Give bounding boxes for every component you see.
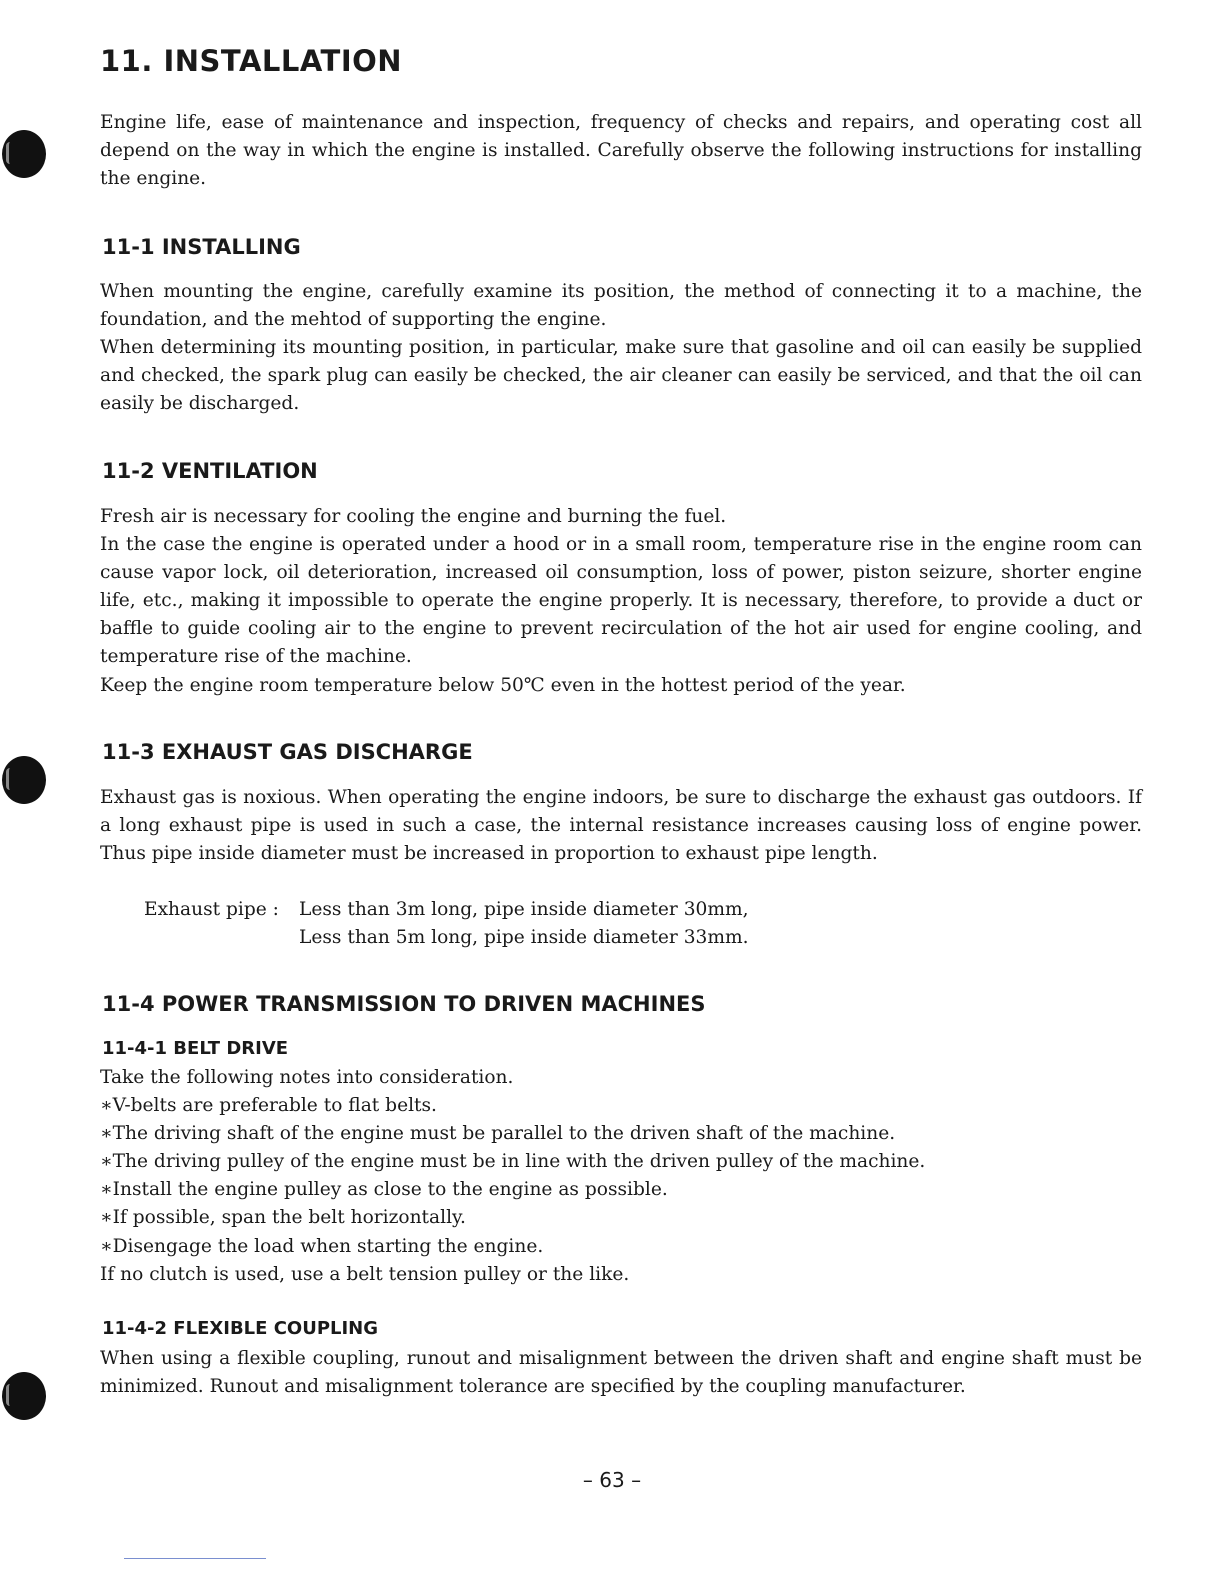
subsection-heading-belt-drive: 11-4-1 BELT DRIVE <box>102 1038 289 1059</box>
paragraph: When determining its mounting position, in particular, make sure that gasoline and oil can easily be supplied and checked, the spark plug can easily be checked, the air cleaner can easily be serviced, and that the oil can easily be discharged. <box>100 337 1142 415</box>
paragraph: Fresh air is necessary for cooling the engine and burning the fuel. <box>100 506 727 527</box>
list-item: ∗Install the engine pulley as close to the engine as possible. <box>100 1179 668 1201</box>
spec-label: Exhaust pipe : <box>144 899 279 920</box>
list-item: ∗If possible, span the belt horizontally. <box>100 1207 466 1229</box>
paragraph: Exhaust gas is noxious. When operating the engine indoors, be sure to discharge the exhaust gas outdoors. If a long exhaust pipe is used in such a case, the internal resistance increases causing loss of engine power. Thus pipe inside diameter must be increased in proportion to exhaust pipe length. <box>100 787 1142 865</box>
exhaust-pipe-spec <box>144 896 749 952</box>
paragraph: If no clutch is used, use a belt tension pulley or the like. <box>100 1263 630 1285</box>
binder-hole-1 <box>2 130 46 178</box>
list-item: ∗Disengage the load when starting the engine. <box>100 1235 544 1257</box>
spec-row <box>144 924 749 952</box>
spec-value: Less than 5m long, pipe inside diameter 33mm. <box>299 927 749 949</box>
flexible-coupling-body: When using a flexible coupling, runout and misalignment between the driven shaft and engine shaft must be minimized. Runout and misalignment tolerance are specified by the coupling manufacturer. <box>100 1348 1142 1398</box>
spec-label-spacer <box>144 924 299 952</box>
spec-row <box>144 896 749 924</box>
intro-paragraph: Engine life, ease of maintenance and inspection, frequency of checks and repairs, and operating cost all depend on the way in which the engine is installed. Carefully observe the following instructions for installing the engine. <box>100 112 1142 190</box>
section-installing-body <box>100 278 1142 418</box>
paragraph: In the case the engine is operated under a hood or in a small room, temperature rise in the engine room can cause vapor lock, oil deterioration, increased oil consumption, loss of power, piston seizure, shorter engine life, etc., making it impossible to operate the engine properly. It is necessary, therefore, to provide a duct or baffle to guide cooling air to the engine to prevent recirculation of the hot air used for engine cooling, and temperature rise of the machine. <box>100 534 1142 668</box>
section-exhaust-body <box>100 784 1142 868</box>
page-number: – 63 – <box>582 1468 642 1492</box>
section-heading-installing: 11-1 INSTALLING <box>102 235 301 259</box>
paragraph: When mounting the engine, carefully examine its position, the method of connecting it to a machine, the foundation, and the mehtod of supporting the engine. <box>100 281 1142 331</box>
paragraph: Take the following notes into consideration. <box>100 1067 514 1088</box>
subsection-heading-flexible-coupling: 11-4-2 FLEXIBLE COUPLING <box>102 1318 379 1339</box>
binder-hole-2 <box>2 756 46 804</box>
list-item: ∗V-belts are preferable to flat belts. <box>100 1095 437 1117</box>
list-item: ∗The driving pulley of the engine must be in line with the driven pulley of the machine. <box>100 1151 926 1173</box>
section-heading-power-transmission: 11-4 POWER TRANSMISSION TO DRIVEN MACHINES <box>102 992 706 1016</box>
section-heading-ventilation: 11-2 VENTILATION <box>102 459 318 483</box>
section-heading-exhaust: 11-3 EXHAUST GAS DISCHARGE <box>102 740 473 764</box>
paragraph: Keep the engine room temperature below 50℃ even in the hottest period of the year. <box>100 674 906 696</box>
list-item: ∗The driving shaft of the engine must be parallel to the driven shaft of the machine. <box>100 1123 896 1145</box>
belt-drive-body <box>100 1064 1142 1289</box>
binder-hole-3 <box>2 1372 46 1420</box>
scan-edge-line <box>124 1558 266 1559</box>
section-ventilation-body <box>100 503 1142 700</box>
page-title: 11. INSTALLATION <box>100 44 403 78</box>
spec-value: Less than 3m long, pipe inside diameter 30mm, <box>299 899 749 920</box>
